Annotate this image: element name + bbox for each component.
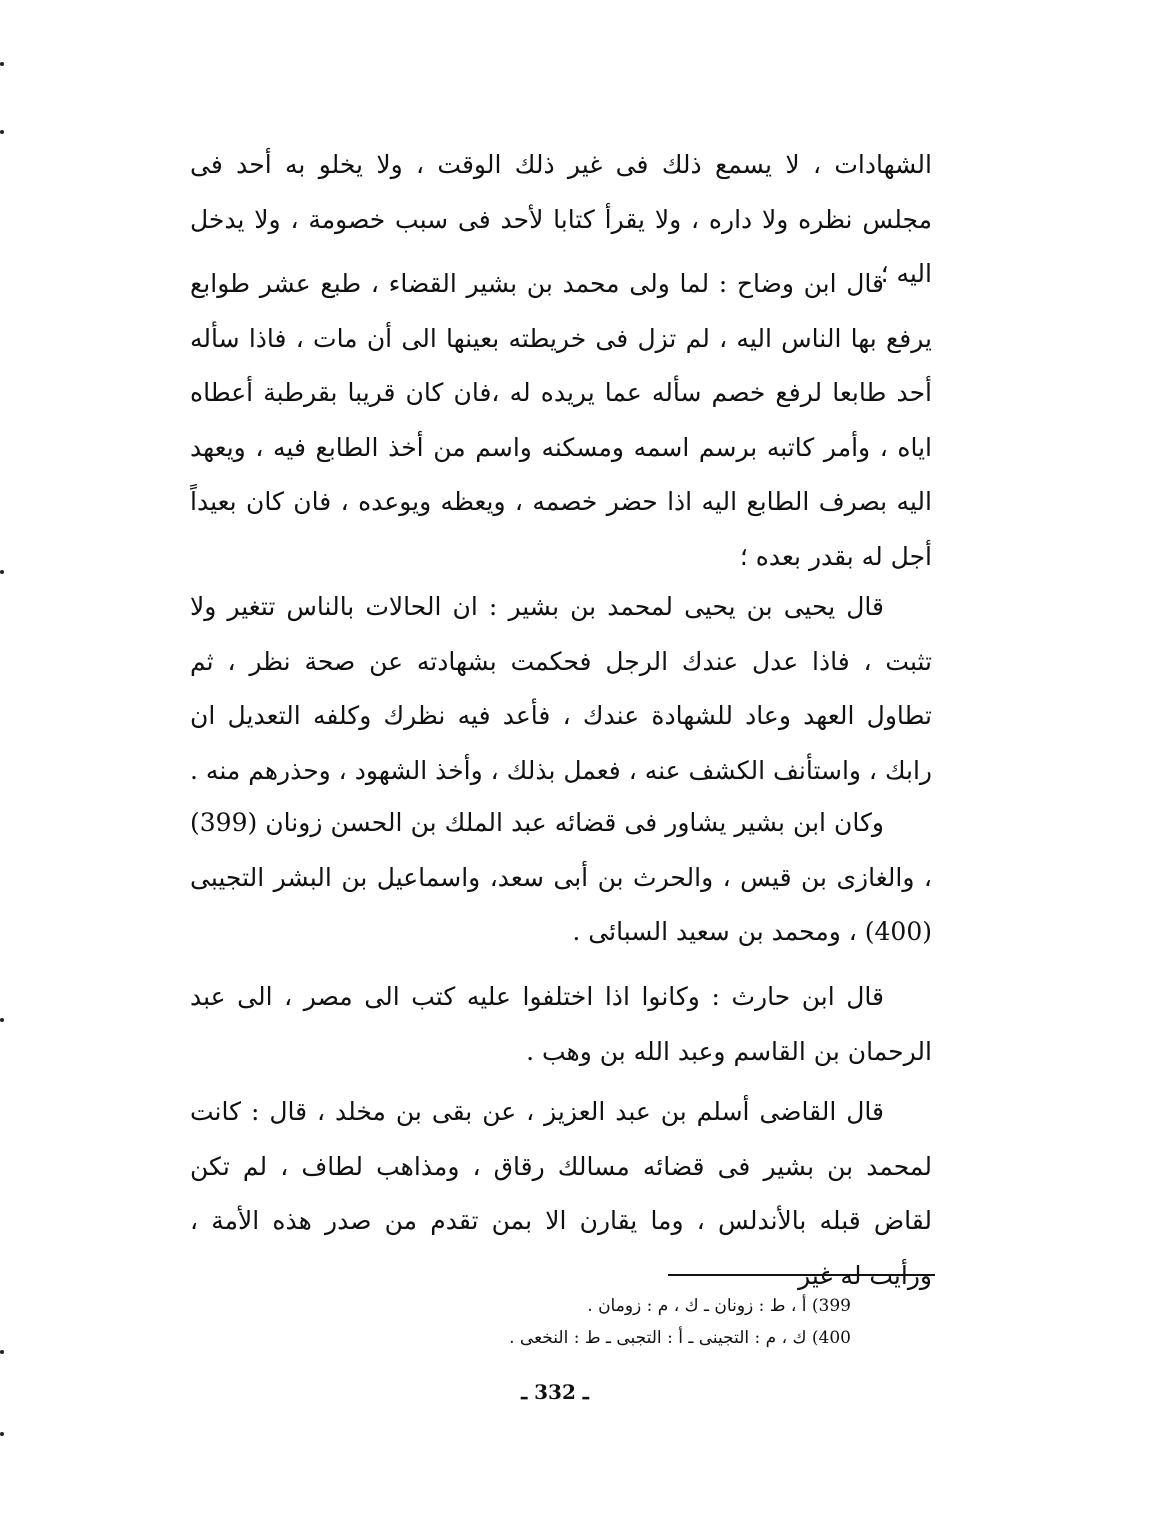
footnote-divider [668, 1274, 935, 1276]
scan-edge-mark [0, 1350, 4, 1354]
paragraph-ibn-harith: قال ابن حارث : وكانوا اذا اختلفوا عليه كتب الى مصر ، الى عبد الرحمان بن القاسم وعبد الله بن وهب . [190, 982, 932, 1066]
paragraph-yahya-ibn-yahya: قال يحيى بن يحيى لمحمد بن بشير : ان الحالات بالناس تتغير ولا تثبت ، فاذا عدل عندك الرجل فحكمت بشهادته عن صحة نظر ، ثم تطاول العهد وعاد للشهادة عندك ، فأعد فيه نظرك وكلفه التعديل ان رابك ، واستأنف الكشف عنه ، فعمل بذلك ، وأخذ الشهود ، وحذرهم منه . [190, 592, 932, 785]
paragraph-qadi-aslam: قال القاضى أسلم بن عبد العزيز ، عن بقى بن مخلد ، قال : كانت لمحمد بن بشير فى قضائه مسالك رقاق ، ومذاهب لطاف ، لم تكن لقاض قبله بالأندلس ، وما يقارن الا بمن تقدم من صدر هذه الأمة ، ورأيت له غير [190, 1097, 932, 1290]
paragraph-consultants: وكان ابن بشير يشاور فى قضائه عبد الملك بن الحسن زونان (399) ، والغازى بن قيس ، والحرث بن أبى سعد، واسماعيل بن البشر التجيبى (400) ، ومحمد بن سعيد السبائى . [190, 808, 932, 946]
scan-edge-mark [0, 62, 4, 66]
scan-edge-mark [0, 570, 4, 574]
footnote-399: 399) أ ، ط : زونان ـ ك ، م : زومان . [587, 1296, 851, 1316]
scan-edge-mark [0, 1018, 4, 1022]
page-number: ـ 332 ـ [521, 1380, 589, 1404]
paragraph-ibn-waddah: قال ابن وضاح : لما ولى محمد بن بشير القضاء ، طبع عشر طوابع يرفع بها الناس اليه ، لم تزل فى خريطته بعينها الى أن مات ، فاذا سأله أحد طابعا لرفع خصم سأله عما يريده له ،فان كان قريبا بقرطبة أعطاه اياه ، وأمر كاتبه برسم اسمه ومسكنه واسم من أخذ الطابع فيه ، ويعهد اليه بصرف الطابع اليه اذا حضر خصمه ، ويعظه ويوعده ، فان كان بعيداً أجل له بقدر بعده ؛ [190, 269, 932, 571]
scan-edge-mark [0, 1432, 4, 1436]
paragraph-continuation: الشهادات ، لا يسمع ذلك فى غير ذلك الوقت ، ولا يخلو به أحد فى مجلس نظره ولا داره ، ولا يقرأ كتابا لأحد فى سبب خصومة ، ولا يدخل اليه ؛ [190, 150, 932, 288]
scan-edge-mark [0, 130, 4, 134]
footnote-400: 400) ك ، م : التجينى ـ أ : التجبى ـ ط : النخعى . [509, 1328, 851, 1348]
